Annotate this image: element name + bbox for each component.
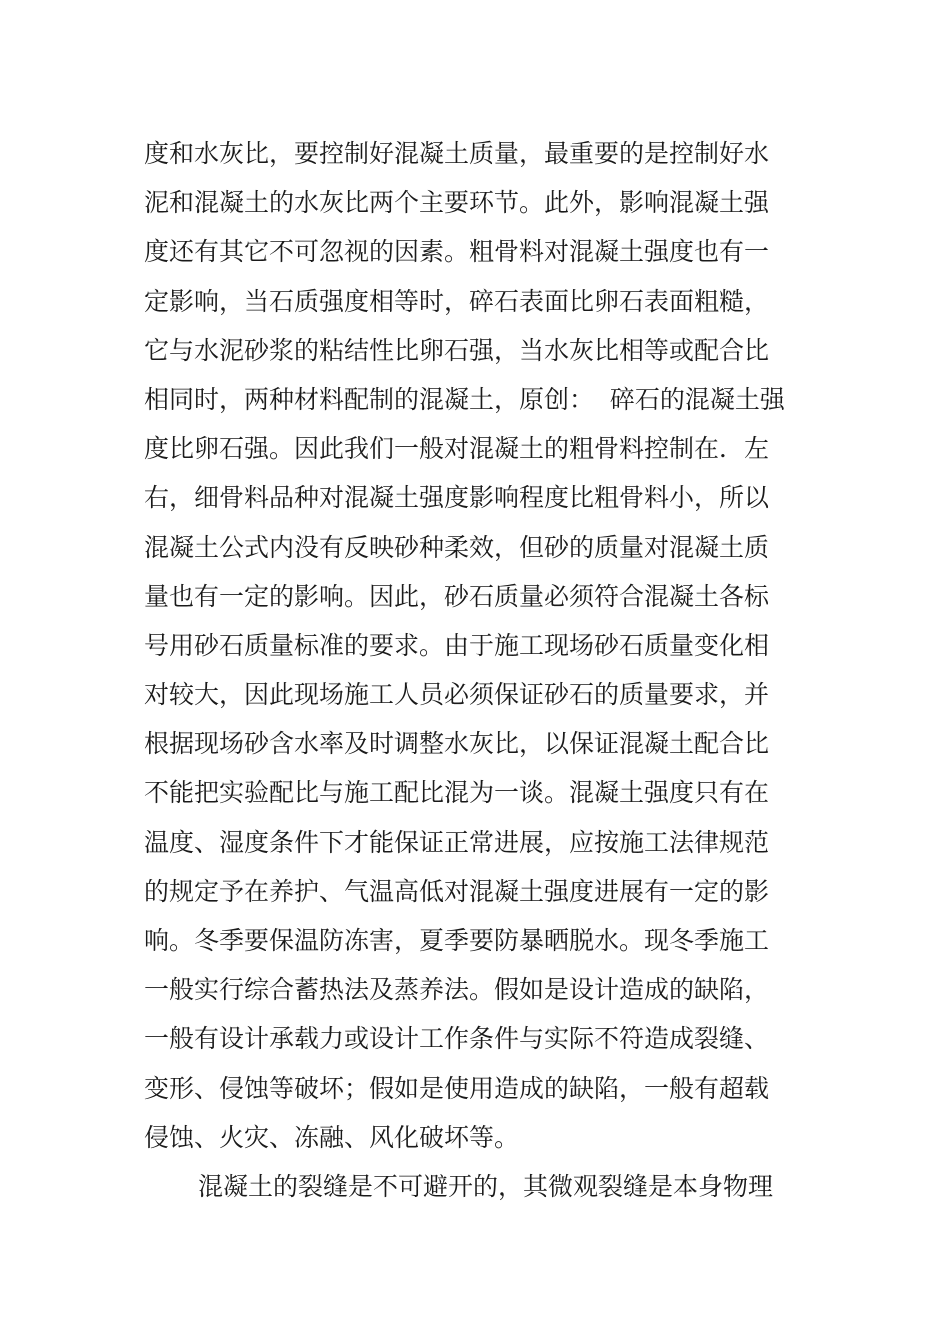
text-line-17: 响。冬季要保温防冻害，夏季要防暴晒脱水。现冬季施工 (144, 926, 770, 955)
text-line-1: 度和水灰比，要控制好混凝土质量，最重要的是控制好水 (144, 139, 770, 168)
text-line-12: 对较大，因此现场施工人员必须保证砂石的质量要求，并 (144, 680, 770, 710)
paragraph-2-first-line: 混凝土的裂缝是不可避开的，其微观裂缝是本身物理 (198, 1171, 774, 1201)
text-line-10: 量也有一定的影响。因此，砂石质量必须符合混凝土各标 (144, 581, 770, 611)
text-line-2: 泥和混凝土的水灰比两个主要环节。此外，影响混凝土强 (144, 188, 770, 218)
body-text (144, 129, 824, 1211)
text-line-3: 度还有其它不可忽视的因素。粗骨料对混凝土强度也有一 (144, 237, 770, 267)
text-line-19: 一般有设计承载力或设计工作条件与实际不符造成裂缝、 (144, 1024, 770, 1054)
text-line-8: 右，细骨料品种对混凝土强度影响程度比粗骨料小，所以 (144, 483, 770, 513)
text-line-9: 混凝土公式内没有反映砂种柔效，但砂的质量对混凝土质 (144, 532, 770, 562)
text-line-4: 定影响，当石质强度相等时，碎石表面比卵石表面粗糙， (144, 286, 770, 316)
text-line-14: 不能把实验配比与施工配比混为一谈。混凝土强度只有在 (144, 778, 770, 808)
text-line-20: 变形、侵蚀等破坏；假如是使用造成的缺陷，一般有超载 (144, 1073, 770, 1103)
text-line-7: 度比卵石强。因此我们一般对混凝土的粗骨料控制在．左 (144, 434, 770, 464)
text-line-6: 相同时，两种材料配制的混凝土，原创： 碎石的混凝土强 (144, 384, 785, 414)
text-line-15: 温度、湿度条件下才能保证正常进展，应按施工法律规范 (144, 827, 770, 857)
text-line-21: 侵蚀、火灾、冻融、风化破坏等。 (144, 1122, 520, 1152)
text-line-13: 根据现场砂含水率及时调整水灰比，以保证混凝土配合比 (144, 729, 770, 759)
text-line-18: 一般实行综合蓄热法及蒸养法。假如是设计造成的缺陷， (144, 975, 770, 1005)
text-line-16: 的规定予在养护、气温高低对混凝土强度进展有一定的影 (144, 876, 770, 906)
text-line-5: 它与水泥砂浆的粘结性比卵石强，当水灰比相等或配合比 (144, 335, 770, 365)
text-line-11: 号用砂石质量标准的要求。由于施工现场砂石质量变化相 (144, 630, 770, 660)
